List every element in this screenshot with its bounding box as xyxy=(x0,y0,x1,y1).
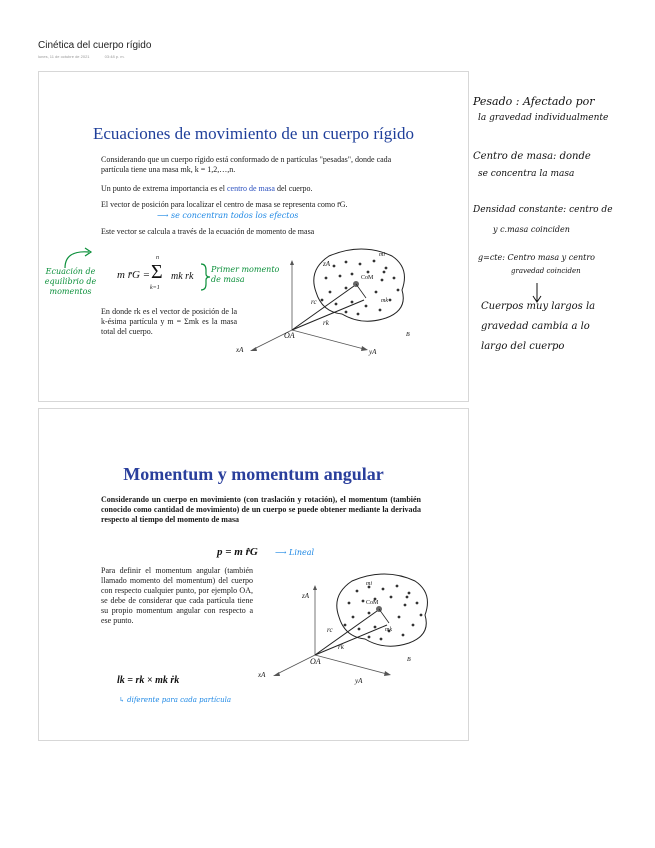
handwritten-note: ⟶ Lineal xyxy=(275,548,315,557)
com-label: CoM xyxy=(361,275,374,281)
slide-title: Ecuaciones de movimiento de un cuerpo rígido xyxy=(92,124,415,143)
vector-label-rc: rc xyxy=(311,298,317,306)
axis-label-z: zA xyxy=(302,592,309,600)
rigid-body-diagram xyxy=(257,569,437,699)
sum-upper: n xyxy=(156,255,159,261)
corner-arrow-icon: ↳ xyxy=(119,696,125,704)
equation-rhs: mk rk xyxy=(171,271,194,282)
handwritten-note: se concentra la masa xyxy=(478,169,575,179)
body-label: B xyxy=(407,657,411,663)
origin-label: OA xyxy=(310,657,321,666)
handwritten-note: Pesado : Afectado por xyxy=(473,95,595,108)
handwritten-note: Ecuación de equilibrio de momentos xyxy=(44,267,97,296)
equation-lhs: m r̄G = xyxy=(117,269,151,281)
slide-paragraph: Considerando que un cuerpo rígido está conformado de n partículas "pesadas", donde cada partícula tiene una masa mk, k = 1,2,…,n. xyxy=(101,155,392,174)
slide-paragraph: En donde rk es el vector de posición de la k-ésima partícula y m = Σmk es la masa total del cuerpo. xyxy=(101,307,237,336)
handwritten-note: ↳ diferente para cada partícula xyxy=(119,696,232,704)
page-title: Cinética del cuerpo rígido xyxy=(38,40,152,51)
handwritten-note: g=cte: Centro masa y centro xyxy=(478,253,595,262)
handwritten-note: gravedad cambia a lo xyxy=(481,321,590,332)
vector-label-rk: rk xyxy=(323,319,329,327)
slide-title: Momentum y momentum angular xyxy=(123,464,384,484)
handwritten-note: ⟶ se concentran todos los efectos xyxy=(157,211,299,220)
sum-sign: Σ xyxy=(151,261,163,283)
handwritten-note: Centro de masa: donde xyxy=(473,151,591,162)
slide-rigid-body-equations xyxy=(38,71,469,402)
axis-label-y: yA xyxy=(355,677,363,685)
slide-momentum xyxy=(38,408,469,741)
particle-label-mk: mk xyxy=(385,627,392,633)
slide-paragraph: Un punto de extrema importancia es el centro de masa del cuerpo. xyxy=(101,184,313,193)
particle-label-mk: mk xyxy=(381,298,388,304)
handwritten-note: Primer momento de masa xyxy=(211,265,280,284)
handwritten-note: Cuerpos muy largos la xyxy=(481,301,596,312)
handwritten-note: gravedad coinciden xyxy=(511,267,581,275)
vector-label-rc: rc xyxy=(327,626,333,634)
page-meta xyxy=(38,54,139,59)
equation-angular-momentum: lk = rk × mk ṙk xyxy=(117,675,180,686)
equation-linear-momentum: p = m r̄̇G xyxy=(217,546,258,558)
slide-paragraph: Este vector se calcula a través de la ecuación de momento de masa xyxy=(101,227,315,236)
origin-label: OA xyxy=(284,331,295,340)
handwritten-note: y c.masa coinciden xyxy=(493,225,570,234)
axis-label-x: xA xyxy=(258,671,266,679)
axis-label-y: yA xyxy=(369,348,377,356)
arrow-right-icon: ⟶ xyxy=(275,548,287,557)
page-date: lunes, 11 de octubre de 2021 xyxy=(38,54,90,59)
com-label: CoM xyxy=(366,600,379,606)
page-time: 03:48 p. m. xyxy=(104,54,125,59)
slide-paragraph: Para definir el momentum angular (también llamado momento del momentum) del cuerpo con respecto cualquier punto, por ejemplo OA, se debe de considerar que cada partícula tiene su propio momentum angular con respecto a ese punto. xyxy=(101,566,253,625)
particle-label-mi: mi xyxy=(366,581,372,587)
handwritten-note: Densidad constante: centro de xyxy=(473,205,613,215)
slide-paragraph: El vector de posición para localizar el centro de masa se representa como r̄G. xyxy=(101,200,348,209)
handwritten-note: la gravedad individualmente xyxy=(478,113,609,123)
slide-paragraph: Considerando un cuerpo en movimiento (con traslación y rotación), el momentum (también conocido como cantidad de movimiento) de un cuerpo se puede obtener mediante la derivada respecto al tiempo del momento de masa xyxy=(101,495,421,524)
curved-arrow-icon xyxy=(63,244,103,274)
arrow-right-icon: ⟶ xyxy=(157,211,169,220)
handwritten-note: largo del cuerpo xyxy=(481,341,565,352)
body-label: B xyxy=(406,332,410,338)
axis-label-x: xA xyxy=(236,346,244,354)
particle-label-mi: mi xyxy=(379,252,385,258)
sum-lower: k=1 xyxy=(150,285,160,291)
center-of-mass-link[interactable]: centro de masa xyxy=(226,184,275,193)
vector-label-rk: rk xyxy=(338,643,344,651)
axis-label-z: zA xyxy=(323,260,330,268)
